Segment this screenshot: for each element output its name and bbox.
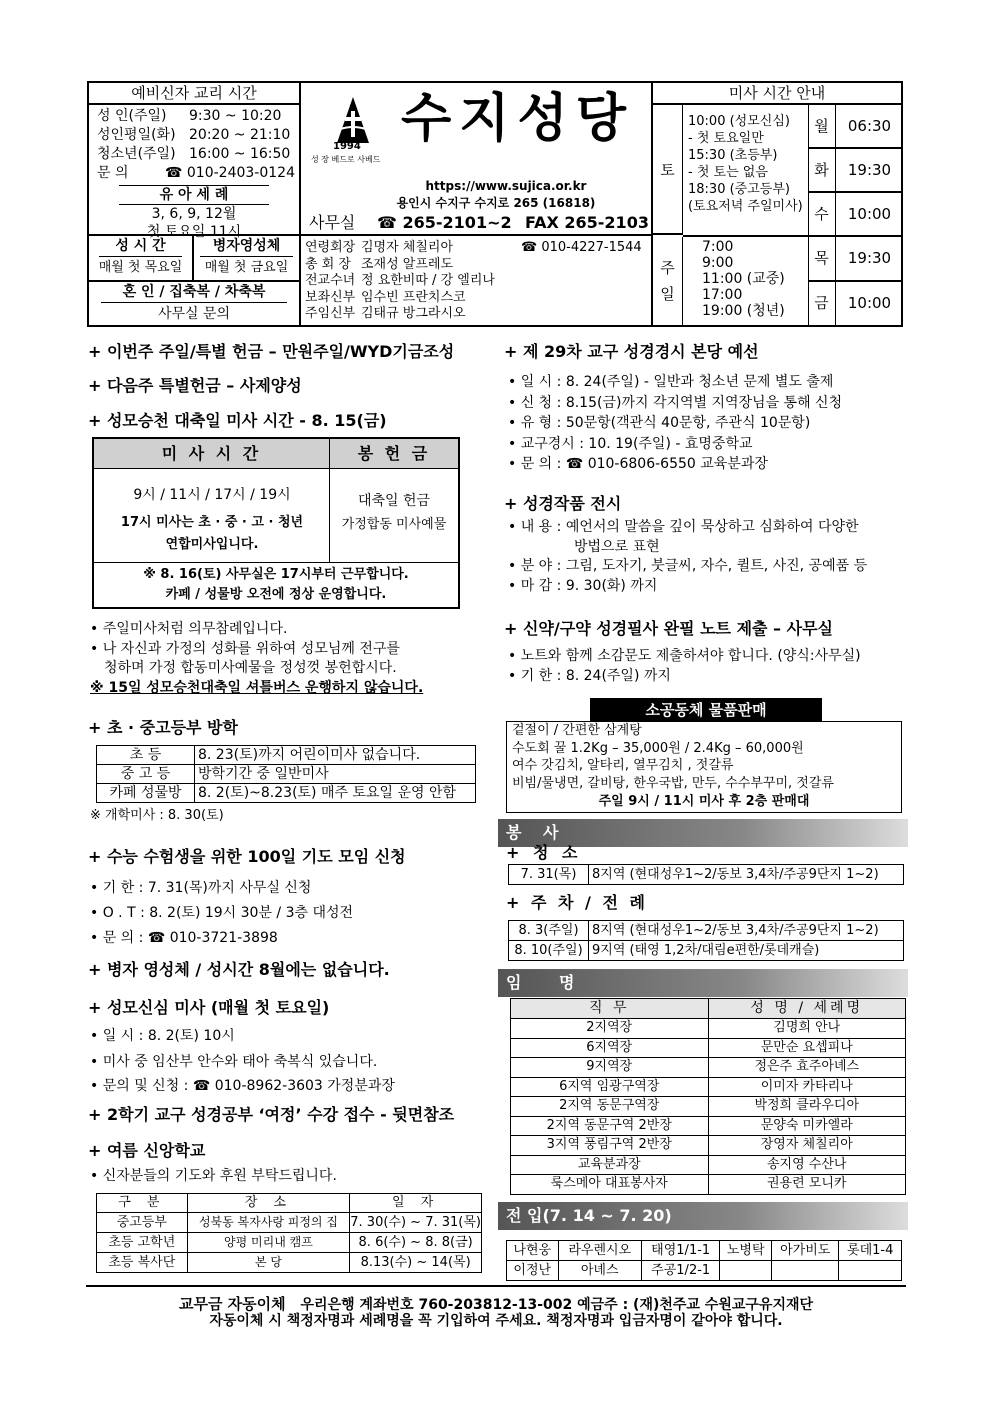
transcription-list [508, 646, 861, 686]
sunday-time-line: 11:00 (교중) [702, 271, 785, 287]
appointment-row [511, 1175, 906, 1195]
bible-quiz-heading: + 제 29차 교구 성경경시 본당 예선 [504, 342, 759, 361]
transfer-cell: 나현웅 [507, 1241, 559, 1261]
weekday-name: 금 [808, 282, 836, 325]
appointment-cell: 6지역장 [511, 1038, 709, 1058]
summer-school-header-cell: 일 자 [350, 1194, 482, 1213]
weekday-time: 10:00 [847, 204, 892, 223]
marian-mass-list [90, 1024, 395, 1098]
appointment-cell: 2지역장 [511, 1019, 709, 1039]
sale-item: 수도회 꿀 1.2Kg – 35,000원 / 2.4Kg – 60,000원 [512, 740, 804, 756]
office-fax: FAX 265-2103 [525, 213, 649, 232]
staff-role: 보좌신부 [305, 289, 356, 305]
vacation-heading: + 초 · 중고등부 방학 [88, 718, 238, 737]
bible-quiz-item: • 신 청 : 8.15(금)까지 각지역별 지역장님을 통해 신청 [508, 394, 843, 411]
cleaning-table [508, 864, 904, 885]
summer-school-cell: 8. 6(수) ~ 8. 8(금) [350, 1233, 482, 1253]
exhibit-heading: + 성경작품 전시 [504, 494, 622, 513]
assumption-note1: 17시 미사는 초 · 중 · 고 · 청년 [120, 515, 304, 530]
appointment-cell: 9지역장 [511, 1058, 709, 1078]
exhibit-item: 방법으로 표현 [574, 538, 660, 555]
transfer-cell: 태영1/1-1 [641, 1241, 720, 1261]
bible-quiz-item: • 문 의 : ☎ 010-6806-6550 교육분과장 [508, 456, 768, 472]
sick-notice: + 병자 영성체 / 성시간 8월에는 없습니다. [88, 960, 390, 979]
sick-communion-value: 매월 첫 금요일 [204, 260, 289, 275]
weekday-row [808, 105, 903, 149]
sale-title: 소공동체 물품판매 [590, 698, 822, 722]
summer-school-cell: 초등 복사단 [97, 1253, 188, 1273]
appointment-table [510, 998, 906, 1195]
appointment-row [511, 1038, 906, 1058]
assumption-body-right [330, 469, 458, 563]
weekday-time: 19:30 [847, 160, 892, 179]
transcription-item: • 기 한 : 8. 24(주일) 까지 [508, 668, 671, 684]
summer-school-header-row [97, 1194, 482, 1213]
marriage-panel [89, 282, 301, 325]
exhibit-item: • 마 감 : 9. 30(화) 까지 [508, 577, 658, 594]
transfer-cell: 주공1/2-1 [641, 1261, 720, 1281]
transfer-bar-text: 전 입(7. 14 ~ 7. 20) [506, 1206, 672, 1225]
sale-list [512, 722, 834, 792]
vacation-value: 방학기간 중 일반미사 [195, 765, 476, 784]
footer-line1 [86, 1295, 906, 1315]
saturday-time-line: (토요저녁 주일미사) [688, 199, 803, 214]
appointment-row [511, 1097, 906, 1117]
parish-name: 수지성당 [401, 89, 634, 149]
summer-school-cell: 본 당 [187, 1253, 350, 1273]
marian-mass-item: • 문의 및 신청 : ☎ 010-8962-3603 가정분과장 [90, 1078, 395, 1094]
offering-this-week: + 이번주 주일/특별 헌금 – 만원주일/WYD기금조성 [88, 342, 455, 361]
vacation-row [97, 765, 476, 784]
appointment-header-cell: 직 무 [511, 999, 709, 1019]
assumption-head-mass: 미 사 시 간 [94, 439, 330, 469]
summer-school-cell: 8.13(수) ~ 14(목) [350, 1253, 482, 1273]
appointment-cell: 김명희 안나 [708, 1019, 906, 1039]
vacation-value: 8. 23(토)까지 어린이미사 없습니다. [195, 746, 476, 765]
exhibit-item: • 내 용 : 예언서의 말씀을 깊이 묵상하고 심화하여 다양한 [508, 519, 859, 535]
bible-quiz-list [508, 372, 842, 475]
cleaning-row [509, 865, 904, 885]
assumption-foot1: ※ 8. 16(토) 사무실은 17시부터 근무합니다. [143, 567, 409, 582]
staff-name: 김태규 방그라시오 [361, 306, 466, 321]
catechism-label: 성인평일(화) [97, 127, 176, 143]
sale-item: 여수 갓김치, 알타리, 열무김치 , 젓갈류 [512, 758, 734, 773]
cleaning-heading: + 청 소 [506, 843, 582, 862]
appointment-cell: 2지역 동문구역 2반장 [511, 1116, 709, 1136]
bible-quiz-item: • 교구경시 : 10. 19(주일) - 효명중학교 [508, 435, 753, 452]
catechism-panel [89, 83, 301, 240]
assumption-box [92, 437, 460, 609]
staff-name: 정 요한비따 / 강 엘리나 [361, 273, 495, 288]
appointment-cell: 룩스메아 대표봉사자 [511, 1175, 709, 1195]
infant-baptism-months: 3, 6, 9, 12월 [151, 206, 237, 222]
sunday-times [684, 239, 808, 319]
appointment-cell: 3지역 풍림구역 2반장 [511, 1136, 709, 1156]
appointment-row [511, 1077, 906, 1097]
saturday-label: 토 [653, 105, 683, 235]
exam-prayer-heading: + 수능 수험생을 위한 100일 기도 모임 신청 [88, 847, 406, 866]
parking-row [509, 941, 904, 961]
office-label: 사무실 [309, 213, 356, 232]
transfer-bar [498, 1202, 908, 1230]
vacation-key: 중 고 등 [97, 765, 195, 784]
catechism-time: 20:20 ~ 21:10 [189, 127, 291, 143]
marriage-title: 혼 인 / 집축복 / 차축복 [101, 282, 287, 303]
transfer-cell: 이정난 [507, 1261, 559, 1281]
weekday-name: 화 [808, 149, 836, 191]
vacation-row [97, 784, 476, 803]
auto-transfer-label: 교무금 자동이체 [178, 1295, 286, 1313]
assumption-offer2: 가정합동 미사예물 [341, 517, 447, 532]
staff-phone: ☎ 010-4227-1544 [521, 240, 642, 255]
assumption-note2: 연합미사입니다. [165, 537, 259, 552]
transcription-item: • 노트와 함께 소감문도 제출하셔야 합니다. (양식:사무실) [508, 648, 861, 664]
saturday-time-line: 15:30 (초등부) [688, 148, 778, 163]
logo-year: 1994 [333, 141, 361, 152]
service-bar: 봉 사 [498, 819, 908, 847]
sick-communion-title: 병자영성체 [200, 236, 293, 257]
staff-role: 주임신부 [305, 306, 356, 321]
vacation-table [96, 745, 476, 803]
assumption-foot2: 카페 / 성물방 오전에 정상 운영합니다. [165, 587, 387, 602]
appointment-cell: 송지영 수산나 [708, 1155, 906, 1175]
assumption-bullet2: • 나 자신과 가정의 성화를 위하여 성모님께 전구를 [90, 641, 400, 657]
appointment-row [511, 1019, 906, 1039]
summer-school-row [97, 1233, 482, 1253]
assumption-times: 9시 / 11시 / 17시 / 19시 [133, 487, 291, 503]
summer-school-cell: 중고등부 [97, 1213, 188, 1233]
appointment-cell: 6지역 임광구역장 [511, 1077, 709, 1097]
transfer-cell: 아녜스 [558, 1261, 641, 1281]
sunday-label-text: 주일 [660, 259, 675, 303]
staff-row [305, 306, 651, 323]
sale-item: 비빔/물냉면, 갈비탕, 한우국밥, 만두, 수수부꾸미, 젓갈류 [512, 775, 834, 791]
staff-name: 임수빈 프란치스코 [361, 289, 466, 305]
staff-list [305, 240, 651, 324]
exhibit-item: • 분 야 : 그림, 도자기, 붓글씨, 자수, 퀼트, 사진, 공예품 등 [508, 558, 868, 574]
cleaning-date: 7. 31(목) [509, 865, 589, 885]
address: 용인시 수지구 수지로 265 (16818) [396, 196, 596, 210]
appointment-cell: 문양숙 미카엘라 [708, 1116, 906, 1136]
weekday-name: 월 [808, 105, 836, 147]
exhibit-list [508, 518, 867, 596]
exam-prayer-item: • 문 의 : ☎ 010-3721-3898 [90, 930, 278, 946]
appointment-cell: 2지역 동문구역장 [511, 1097, 709, 1117]
confession-panel [89, 236, 194, 282]
appointment-header-cell: 성 명 / 세례명 [708, 999, 906, 1019]
catechism-row [97, 145, 295, 164]
vacation-note: ※ 개학미사 : 8. 30(토) [90, 808, 224, 823]
summer-school-header-cell: 구 분 [97, 1194, 188, 1213]
sale-footer: 주일 9시 / 11시 미사 후 2층 판매대 [598, 794, 810, 809]
exam-prayer-item: • O . T : 8. 2(토) 19시 30분 / 3층 대성전 [90, 905, 354, 921]
catechism-label: 문 의 [97, 165, 129, 181]
weekday-name: 목 [808, 237, 836, 280]
saturday-times [684, 113, 808, 215]
weekday-time: 10:00 [847, 294, 892, 313]
mass-title: 미사 시간 안내 [653, 83, 901, 105]
footer-divider [86, 1285, 906, 1287]
parking-area: 9지역 (태영 1,2차/대림e편한/롯데캐슬) [589, 941, 904, 961]
staff-row [305, 290, 651, 307]
catechism-row [97, 126, 295, 145]
saturday-time-line: - 첫 토요일만 [688, 131, 764, 146]
catechism-label: 성 인(주일) [97, 108, 167, 124]
catechism-title: 예비신자 교리 시간 [89, 83, 299, 105]
assumption-heading: + 성모승천 대축일 미사 시간 - 8. 15(금) [88, 411, 387, 430]
marriage-value: 사무실 문의 [157, 306, 231, 322]
weekday-name: 수 [808, 193, 836, 235]
assumption-offer1: 대축일 헌금 [357, 493, 431, 509]
appointment-cell: 문만순 요셉피나 [708, 1038, 906, 1058]
transfer-cell [839, 1261, 902, 1281]
marian-mass-item: • 일 시 : 8. 2(토) 10시 [90, 1028, 235, 1044]
sunday-time-line: 9:00 [702, 255, 734, 271]
assumption-bullet1: • 주일미사처럼 의무참례입니다. [90, 621, 288, 637]
appointment-row [511, 1136, 906, 1156]
appointment-cell: 권용련 모니카 [708, 1175, 906, 1195]
appointment-header-row [511, 999, 906, 1019]
staff-row [305, 240, 651, 257]
summer-school-cell: 초등 고학년 [97, 1233, 188, 1253]
website[interactable]: https://www.sujica.or.kr [425, 179, 587, 193]
vacation-key: 카페 성물방 [97, 784, 195, 803]
sale-item: 겉절이 / 간편한 삼계탕 [512, 723, 642, 738]
transcription-heading: + 신약/구약 성경필사 완필 노트 제출 – 사무실 [504, 619, 833, 638]
parking-heading: + 주 차 / 전 례 [506, 893, 648, 912]
parking-date: 8. 3(주일) [509, 921, 589, 941]
saturday-time-line: 18:30 (중고등부) [688, 182, 790, 197]
weekday-row [808, 282, 903, 325]
catechism-time: ☎ 010-2403-0124 [165, 165, 295, 181]
office-phone: ☎ 265-2101~2 [377, 213, 512, 232]
transfer-row [507, 1241, 902, 1261]
transfer-cell [720, 1261, 772, 1281]
assumption-head-offer: 봉 헌 금 [330, 439, 458, 469]
summer-school-cell: 7. 30(수) ~ 7. 31(목) [350, 1213, 482, 1233]
summer-school-note: • 신자분들의 기도와 후원 부탁드립니다. [90, 1168, 337, 1184]
parking-area: 8지역 (현대성우1~2/동보 3,4차/주공9단지 1~2) [589, 921, 904, 941]
confession-title: 성 시 간 [99, 236, 182, 257]
infant-baptism-title: 유 아 세 례 [119, 185, 269, 205]
assumption-bullet3: 청하며 가정 합동미사예물을 정성껏 봉헌합시다. [104, 660, 397, 676]
account-info: 우리은행 계좌번호 760-203812-13-002 예금주 : (재)천주교 수원교구유지재단 [300, 1297, 814, 1313]
shuttle-notice: ※ 15일 성모승천대축일 셔틀버스 운행하지 않습니다. [90, 680, 424, 696]
weekday-row [808, 237, 903, 282]
catechism-row [97, 107, 295, 126]
appointment-row [511, 1155, 906, 1175]
staff-name: 김명자 체칠리아 [361, 240, 454, 255]
staff-name: 조재성 알프레도 [361, 256, 454, 272]
weekday-table [808, 105, 903, 325]
appointment-cell: 박정희 클라우디아 [708, 1097, 906, 1117]
cleaning-area: 8지역 (현대성우1~2/동보 3,4차/주공9단지 1~2) [589, 865, 904, 885]
transfer-cell: 아가비도 [772, 1241, 839, 1261]
staff-role: 연령회장 [305, 240, 356, 255]
appointment-row [511, 1116, 906, 1136]
summer-school-cell: 성북동 복자사랑 피정의 집 [187, 1213, 350, 1233]
summer-school-row [97, 1253, 482, 1273]
appointment-bar: 임 명 [498, 969, 908, 997]
appointment-cell: 교육분과장 [511, 1155, 709, 1175]
offering-next-week: + 다음주 특별헌금 – 사제양성 [88, 376, 302, 395]
appointment-cell: 이미자 카타리나 [708, 1077, 906, 1097]
exam-prayer-list [90, 876, 353, 951]
transfer-cell: 노병탁 [720, 1241, 772, 1261]
parking-date: 8. 10(주일) [509, 941, 589, 961]
summer-school-heading: + 여름 신앙학교 [88, 1141, 206, 1160]
vacation-value: 8. 2(토)~8.23(토) 매주 토요일 운영 안함 [195, 784, 476, 803]
staff-row [305, 257, 651, 274]
vacation-row [97, 746, 476, 765]
parking-row [509, 921, 904, 941]
weekday-time: 19:30 [847, 249, 892, 268]
appointment-cell: 장영자 체칠리아 [708, 1136, 906, 1156]
bible-quiz-item: • 일 시 : 8. 24(주일) - 일반과 청소년 문제 별도 출제 [508, 374, 834, 390]
staff-role: 총 회 장 [305, 256, 351, 272]
weekday-row [808, 149, 903, 193]
transfer-cell: 롯데1-4 [839, 1241, 902, 1261]
saturday-time-line: - 첫 토는 없음 [688, 165, 768, 180]
appointment-cell: 정은주 효주아녜스 [708, 1058, 906, 1078]
marian-mass-heading: + 성모신심 미사 (매월 첫 토요일) [88, 998, 330, 1017]
parking-table [508, 920, 904, 961]
sunday-time-line: 7:00 [702, 239, 734, 255]
staff-row [305, 273, 651, 290]
catechism-label: 청소년(주일) [97, 146, 176, 162]
bible-quiz-item: • 유 형 : 50문항(객관식 40문항, 주관식 10문항) [508, 415, 811, 431]
sunday-time-line: 17:00 [702, 287, 743, 303]
summer-school-table [96, 1193, 482, 1273]
saturday-time-line: 10:00 (성모신심) [688, 114, 790, 129]
transfer-cell: 라우렌시오 [558, 1241, 641, 1261]
catechism-row [97, 164, 295, 183]
footer-line2: 자동이체 시 책정자명과 세례명을 꼭 기입하여 주세요. 책정자명과 입금자명이 같아야 합니다. [209, 1313, 783, 1329]
transfer-row [507, 1261, 902, 1281]
logo-panel [301, 83, 651, 236]
vacation-key: 초 등 [97, 746, 195, 765]
infant-baptism-day: 첫 토요일 11시 [146, 224, 242, 240]
summer-school-row [97, 1213, 482, 1233]
sick-communion-panel [194, 236, 301, 282]
transfer-cell [772, 1261, 839, 1281]
weekday-row [808, 193, 903, 237]
appointment-row [511, 1058, 906, 1078]
confession-value: 매월 첫 목요일 [98, 260, 183, 275]
catechism-time: 16:00 ~ 16:50 [189, 146, 291, 162]
catechism-rows [89, 105, 299, 183]
catechism-time: 9:30 ~ 10:20 [189, 108, 282, 124]
summer-school-cell: 양평 미리내 캠프 [187, 1233, 350, 1253]
summer-school-header-cell: 장 소 [187, 1194, 350, 1213]
marian-mass-item: • 미사 중 임산부 안수와 태아 축복식 있습니다. [90, 1054, 378, 1070]
weekday-time: 06:30 [847, 116, 892, 135]
bible-study-heading: + 2학기 교구 성경공부 ‘여정’ 수강 접수 - 뒷면참조 [88, 1105, 455, 1124]
logo-caption: 성 장 베드로 사베드 [311, 155, 381, 164]
sunday-time-line: 19:00 (청년) [702, 303, 785, 319]
staff-role: 전교수녀 [305, 273, 356, 288]
exam-prayer-item: • 기 한 : 7. 31(목)까지 사무실 신청 [90, 880, 312, 896]
mass-panel [651, 83, 901, 325]
saturday-divider [683, 235, 808, 237]
transfer-table [506, 1240, 902, 1281]
sunday-label [653, 237, 683, 325]
